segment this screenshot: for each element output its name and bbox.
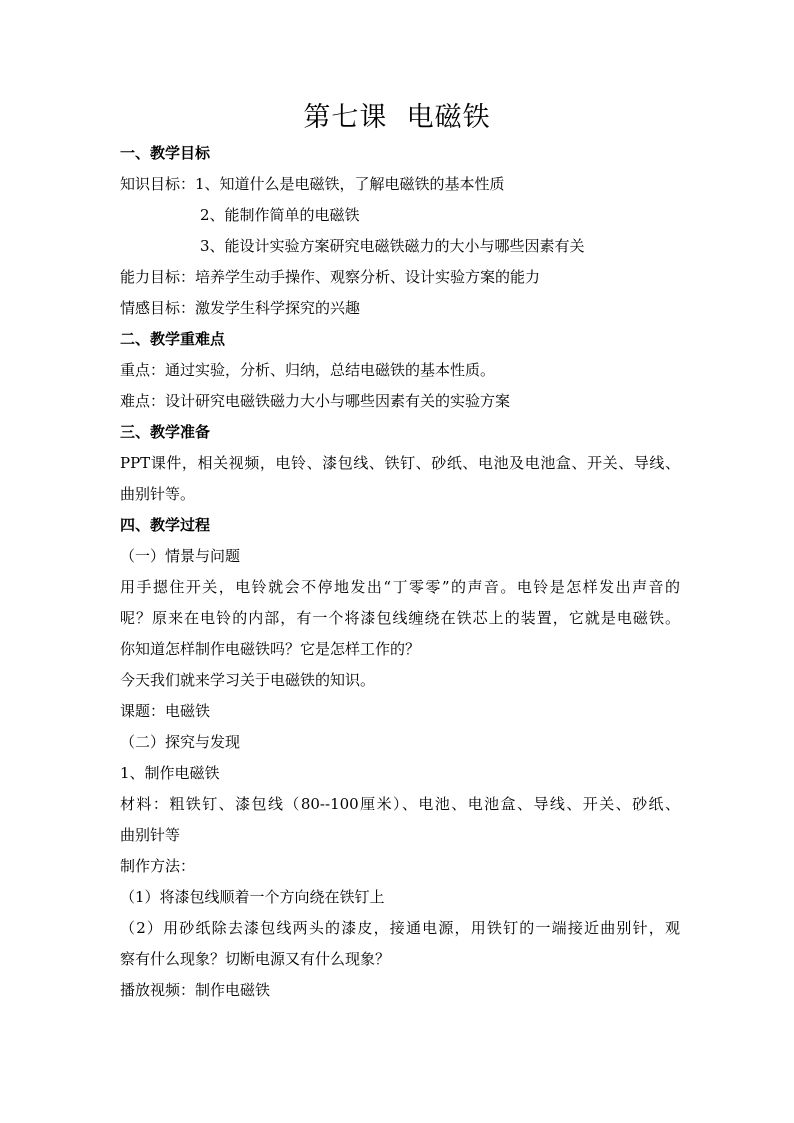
knowledge-objective-1: 知识目标：1、知道什么是电磁铁，了解电磁铁的基本性质	[120, 175, 505, 193]
difficult-point: 难点：设计研究电磁铁磁力大小与哪些因素有关的实验方案	[120, 392, 511, 410]
method-step-2-line-1: （2）用砂纸除去漆包线两头的漆皮，接通电源，用铁钉的一端接近曲别针，观	[120, 919, 680, 937]
method-label: 制作方法：	[120, 857, 196, 875]
method-step-2-line-2: 察有什么现象？切断电源又有什么现象？	[120, 950, 391, 968]
section-heading-preparation: 三、教学准备	[120, 423, 211, 441]
ability-objective: 能力目标：培养学生动手操作、观察分析、设计实验方案的能力	[120, 268, 541, 286]
subsection-scenario: （一）情景与问题	[120, 547, 241, 565]
scenario-paragraph-line-2: 呢？原来在电铃的内部，有一个将漆包线缠绕在铁芯上的装置，它就是电磁铁。	[120, 609, 680, 627]
preparation-line-2: 曲别针等。	[120, 485, 196, 503]
today-intro: 今天我们就来学习关于电磁铁的知识。	[120, 671, 376, 689]
emotion-objective: 情感目标：激发学生科学探究的兴趣	[120, 299, 361, 317]
play-video-note: 播放视频：制作电磁铁	[120, 981, 271, 999]
section-heading-process: 四、教学过程	[120, 516, 211, 534]
step-make-electromagnet: 1、制作电磁铁	[120, 764, 220, 782]
knowledge-objective-3: 3、能设计实验方案研究电磁铁磁力的大小与哪些因素有关	[200, 237, 585, 255]
preparation-line-1: PPT课件，相关视频，电铃、漆包线、铁钉、砂纸、电池及电池盒、开关、导线、	[120, 454, 680, 472]
scenario-paragraph-line-3: 你知道怎样制作电磁铁吗？它是怎样工作的？	[120, 640, 421, 658]
lesson-topic: 课题：电磁铁	[120, 702, 211, 720]
section-heading-objectives: 一、教学目标	[120, 144, 211, 162]
method-step-1: （1）将漆包线顺着一个方向绕在铁钉上	[120, 888, 385, 906]
document-body	[120, 138, 680, 1006]
subsection-explore: （二）探究与发现	[120, 733, 241, 751]
materials-line-2: 曲别针等	[120, 826, 181, 844]
knowledge-objective-2: 2、能制作简单的电磁铁	[200, 206, 360, 224]
key-point: 重点：通过实验，分析、归纳，总结电磁铁的基本性质。	[120, 361, 496, 379]
scenario-paragraph-line-1: 用手摁住开关，电铃就会不停地发出“丁零零”的声音。电铃是怎样发出声音的	[120, 578, 680, 596]
materials-line-1: 材料：粗铁钉、漆包线（80--100厘米）、电池、电池盒、导线、开关、砂纸、	[120, 795, 680, 813]
section-heading-key-points: 二、教学重难点	[120, 330, 226, 348]
document-title: 第七课 电磁铁	[303, 102, 491, 133]
